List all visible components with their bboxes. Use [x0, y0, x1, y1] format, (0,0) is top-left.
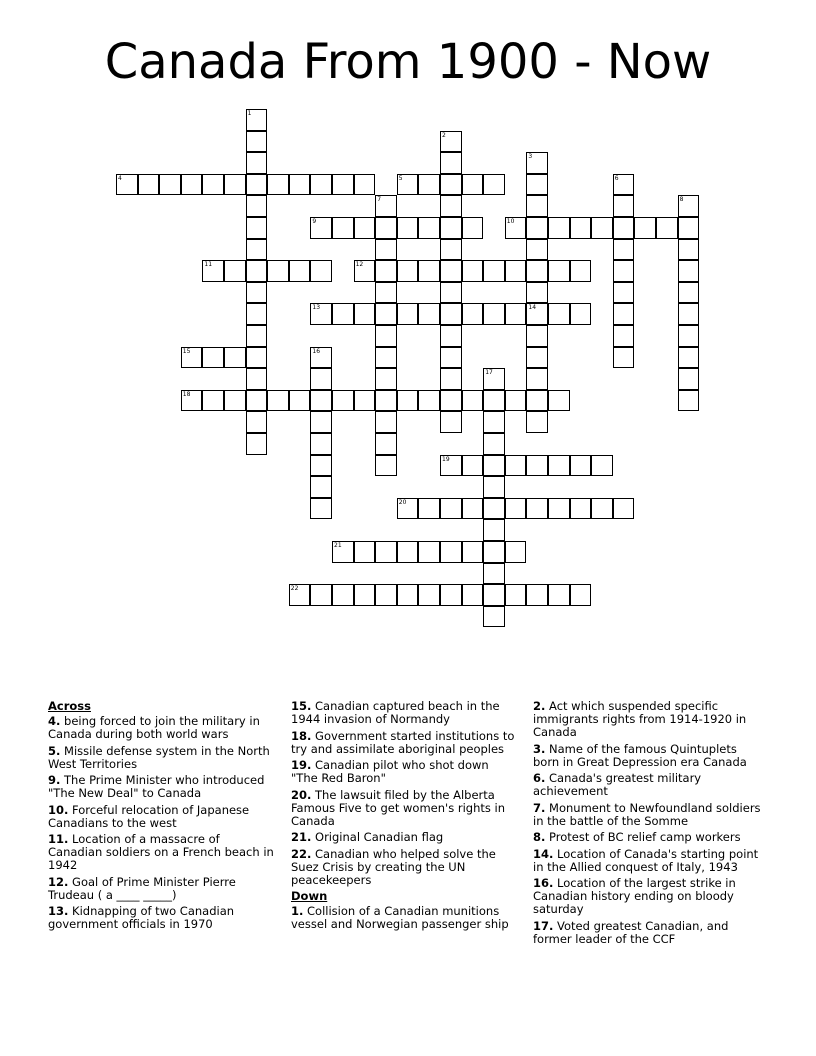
clue-text: Canada's greatest military achievement: [533, 771, 702, 798]
cell-number: 22: [290, 585, 299, 593]
grid-cell[interactable]: [440, 390, 462, 412]
grid-cell[interactable]: [613, 498, 635, 520]
clue-text: Collision of a Canadian munitions vessel and Norwegian passenger ship: [291, 904, 509, 931]
grid-cell[interactable]: [310, 368, 332, 390]
grid-cell[interactable]: [483, 390, 505, 412]
grid-cell[interactable]: [526, 239, 548, 261]
grid-cell[interactable]: [310, 174, 332, 196]
grid-cell[interactable]: [375, 217, 397, 239]
cell-number: 17: [485, 369, 493, 377]
grid-cell[interactable]: [375, 260, 397, 282]
grid-cell[interactable]: [526, 347, 548, 369]
grid-cell[interactable]: [375, 584, 397, 606]
grid-cell[interactable]: [310, 476, 332, 498]
cell-number: 3: [528, 153, 533, 161]
clue-across: [291, 730, 519, 756]
grid-cell[interactable]: [483, 498, 505, 520]
grid-cell[interactable]: [310, 455, 332, 477]
grid-cell[interactable]: [613, 347, 635, 369]
grid-cell[interactable]: [375, 195, 397, 217]
grid-cell[interactable]: [375, 433, 397, 455]
grid-cell[interactable]: [483, 476, 505, 498]
grid-cell[interactable]: [591, 498, 613, 520]
grid-cell[interactable]: [138, 174, 160, 196]
grid-cell[interactable]: [418, 541, 440, 563]
clue-text: The lawsuit filed by the Alberta Famous Five to get women's rights in Canada: [291, 787, 505, 828]
clue-text: Monument to Newfoundland soldiers in the battle of the Somme: [533, 800, 761, 828]
grid-cell[interactable]: [418, 390, 440, 412]
cell-number: 9: [312, 218, 317, 225]
grid-cell[interactable]: [613, 325, 635, 347]
grid-cell[interactable]: [310, 303, 332, 325]
grid-cell[interactable]: [570, 498, 592, 520]
grid-cell[interactable]: [181, 347, 203, 369]
grid-cell[interactable]: [678, 239, 700, 261]
clue-down: [533, 848, 761, 874]
grid-cell[interactable]: [354, 390, 376, 412]
grid-cell[interactable]: [246, 239, 268, 261]
cell-number: 14: [528, 304, 537, 312]
grid-cell[interactable]: [440, 282, 462, 304]
clue-number: 19.: [291, 758, 312, 772]
grid-cell[interactable]: [526, 368, 548, 390]
grid-cell[interactable]: [246, 109, 268, 131]
clue-text: Protest of BC relief camp workers: [549, 830, 741, 844]
grid-cell[interactable]: [397, 217, 419, 239]
clue-text: Voted greatest Canadian, and former leader of the CCF: [533, 918, 729, 946]
grid-cell[interactable]: [526, 498, 548, 520]
grid-cell[interactable]: [462, 498, 484, 520]
grid-cell[interactable]: [678, 260, 700, 282]
clue-column-2: [291, 700, 519, 935]
across-heading: Across: [48, 699, 91, 713]
clue-text: Location of a massacre of Canadian soldiers on a French beach in 1942: [48, 832, 274, 872]
grid-cell[interactable]: [246, 411, 268, 433]
grid-cell[interactable]: [591, 455, 613, 477]
grid-cell[interactable]: [570, 455, 592, 477]
grid-cell[interactable]: [354, 541, 376, 563]
grid-cell[interactable]: [202, 260, 224, 282]
grid-cell[interactable]: [678, 282, 700, 304]
grid-cell[interactable]: [354, 584, 376, 606]
clue-text: Original Canadian flag: [315, 830, 444, 844]
grid-cell[interactable]: [440, 455, 462, 477]
grid-cell[interactable]: [440, 498, 462, 520]
grid-cell[interactable]: [310, 498, 332, 520]
grid-cell[interactable]: [678, 303, 700, 325]
grid-cell[interactable]: [440, 368, 462, 390]
grid-cell[interactable]: [440, 584, 462, 606]
clue-text: Missile defense system in the North West Territories: [48, 743, 270, 771]
grid-cell[interactable]: [246, 217, 268, 239]
grid-cell[interactable]: [678, 347, 700, 369]
grid-cell[interactable]: [483, 433, 505, 455]
clue-number: 11.: [48, 832, 69, 846]
grid-cell[interactable]: [570, 303, 592, 325]
down-heading: Down: [291, 889, 328, 903]
cell-number: 19: [442, 455, 450, 463]
clue-number: 18.: [291, 728, 312, 743]
grid-cell[interactable]: [246, 347, 268, 369]
grid-cell[interactable]: [440, 325, 462, 347]
grid-cell[interactable]: [440, 303, 462, 325]
grid-cell[interactable]: [548, 498, 570, 520]
cell-number: 10: [506, 218, 515, 225]
clue-text: Canadian captured beach in the 1944 invasion of Normandy: [291, 699, 500, 726]
grid-cell[interactable]: [440, 174, 462, 196]
grid-cell[interactable]: [526, 303, 548, 325]
clue-down: [533, 877, 761, 916]
cell-number: 13: [312, 304, 321, 312]
clue-number: 4.: [48, 714, 61, 728]
grid-cell[interactable]: [354, 260, 376, 282]
clue-text: Canadian who helped solve the Suez Crisis by creating the UN peacekeepers: [291, 846, 496, 887]
grid-cell[interactable]: [310, 390, 332, 412]
grid-cell[interactable]: [483, 606, 505, 628]
grid-cell[interactable]: [289, 260, 311, 282]
grid-cell[interactable]: [224, 347, 246, 369]
grid-cell[interactable]: [526, 390, 548, 412]
grid-cell[interactable]: [526, 455, 548, 477]
grid-cell[interactable]: [570, 260, 592, 282]
cell-number: 21: [334, 542, 342, 549]
clue-text: Kidnapping of two Canadian government officials in 1970: [48, 904, 235, 931]
grid-cell[interactable]: [462, 541, 484, 563]
grid-cell[interactable]: [354, 217, 376, 239]
grid-cell[interactable]: [375, 455, 397, 477]
clue-number: 17.: [533, 918, 554, 933]
clue-down: [533, 920, 761, 946]
clue-across: [291, 700, 519, 726]
grid-cell[interactable]: [483, 174, 505, 196]
grid-cell[interactable]: [375, 303, 397, 325]
grid-cell[interactable]: [418, 303, 440, 325]
grid-cell[interactable]: [181, 390, 203, 412]
grid-cell[interactable]: [548, 260, 570, 282]
clue-text: Location of Canada's starting point in the Allied conquest of Italy, 1943: [533, 846, 759, 874]
grid-cell[interactable]: [289, 174, 311, 196]
grid-cell[interactable]: [246, 174, 268, 196]
grid-cell[interactable]: [483, 563, 505, 585]
grid-cell[interactable]: [246, 195, 268, 217]
grid-cell[interactable]: [440, 195, 462, 217]
cell-number: 7: [377, 196, 382, 204]
clue-number: 10.: [48, 802, 69, 817]
grid-cell[interactable]: [678, 217, 700, 239]
grid-cell[interactable]: [418, 498, 440, 520]
grid-cell[interactable]: [591, 217, 613, 239]
grid-cell[interactable]: [440, 217, 462, 239]
page-title: Canada From 1900 - Now: [104, 34, 712, 90]
clue-across: [48, 905, 276, 931]
clue-number: 6.: [533, 771, 546, 785]
grid-cell[interactable]: [354, 174, 376, 196]
grid-cell[interactable]: [397, 541, 419, 563]
grid-cell[interactable]: [310, 347, 332, 369]
cell-number: 4: [118, 174, 122, 182]
grid-cell[interactable]: [397, 174, 419, 196]
grid-cell[interactable]: [526, 195, 548, 217]
grid-cell[interactable]: [267, 174, 289, 196]
clue-across: [48, 774, 276, 800]
grid-cell[interactable]: [397, 260, 419, 282]
clue-text: Name of the famous Quintuplets born in Great Depression era Canada: [533, 741, 747, 769]
grid-cell[interactable]: [483, 584, 505, 606]
grid-cell[interactable]: [397, 390, 419, 412]
cell-number: 16: [312, 347, 321, 355]
grid-cell[interactable]: [613, 303, 635, 325]
grid-cell[interactable]: [332, 217, 354, 239]
grid-cell[interactable]: [202, 390, 224, 412]
grid-cell[interactable]: [224, 260, 246, 282]
grid-cell[interactable]: [613, 282, 635, 304]
grid-cell[interactable]: [505, 455, 527, 477]
grid-cell[interactable]: [526, 152, 548, 174]
grid-cell[interactable]: [246, 282, 268, 304]
grid-cell[interactable]: [462, 260, 484, 282]
clue-text: The Prime Minister who introduced "The New Deal" to Canada: [48, 773, 265, 800]
clue-across: [48, 745, 276, 771]
clue-number: 5.: [48, 743, 61, 758]
grid-cell[interactable]: [332, 303, 354, 325]
grid-cell[interactable]: [332, 541, 354, 563]
grid-cell[interactable]: [332, 584, 354, 606]
grid-cell[interactable]: [246, 152, 268, 174]
grid-cell[interactable]: [613, 217, 635, 239]
clue-number: 12.: [48, 874, 69, 889]
grid-cell[interactable]: [375, 239, 397, 261]
clue-across: [48, 804, 276, 830]
clue-text: Goal of Prime Minister Pierre Trudeau ( a ____ _____): [48, 874, 236, 902]
grid-cell[interactable]: [116, 174, 138, 196]
clue-across: [291, 789, 519, 828]
grid-cell[interactable]: [678, 325, 700, 347]
grid-cell[interactable]: [526, 260, 548, 282]
grid-cell[interactable]: [570, 217, 592, 239]
grid-cell[interactable]: [548, 390, 570, 412]
grid-cell[interactable]: [440, 411, 462, 433]
grid-cell[interactable]: [634, 217, 656, 239]
cell-number: 20: [398, 498, 407, 506]
grid-cell[interactable]: [310, 411, 332, 433]
grid-cell[interactable]: [505, 303, 527, 325]
grid-cell[interactable]: [656, 217, 678, 239]
grid-cell[interactable]: [246, 260, 268, 282]
grid-cell[interactable]: [678, 368, 700, 390]
grid-cell[interactable]: [267, 390, 289, 412]
grid-cell[interactable]: [440, 260, 462, 282]
grid-cell[interactable]: [202, 174, 224, 196]
clue-text: Government started institutions to try and assimilate aboriginal peoples: [291, 728, 515, 756]
grid-cell[interactable]: [613, 260, 635, 282]
cell-number: 11: [204, 261, 213, 269]
grid-cell[interactable]: [418, 584, 440, 606]
clue-number: 13.: [48, 904, 69, 918]
clue-number: 16.: [533, 876, 554, 890]
grid-cell[interactable]: [310, 433, 332, 455]
grid-cell[interactable]: [202, 347, 224, 369]
grid-cell[interactable]: [440, 131, 462, 153]
clue-number: 1.: [291, 904, 304, 918]
clue-text: Act which suspended specific immigrants rights from 1914-1920 in Canada: [533, 699, 747, 739]
clue-down: [533, 802, 761, 828]
grid-cell[interactable]: [570, 584, 592, 606]
grid-cell[interactable]: [526, 217, 548, 239]
grid-cell[interactable]: [440, 152, 462, 174]
grid-cell[interactable]: [375, 282, 397, 304]
grid-cell[interactable]: [159, 174, 181, 196]
grid-cell[interactable]: [246, 433, 268, 455]
grid-cell[interactable]: [613, 239, 635, 261]
grid-cell[interactable]: [613, 195, 635, 217]
grid-cell[interactable]: [526, 411, 548, 433]
clue-text: Location of the largest strike in Canadian history ending on bloody saturday: [533, 876, 736, 916]
cell-number: 2: [442, 131, 446, 139]
clue-text: Canadian pilot who shot down "The Red Baron": [291, 758, 489, 785]
grid-cell[interactable]: [678, 195, 700, 217]
grid-cell[interactable]: [526, 584, 548, 606]
grid-cell[interactable]: [418, 174, 440, 196]
grid-cell[interactable]: [483, 519, 505, 541]
grid-cell[interactable]: [418, 260, 440, 282]
grid-cell[interactable]: [462, 303, 484, 325]
grid-cell[interactable]: [375, 411, 397, 433]
grid-cell[interactable]: [354, 303, 376, 325]
grid-cell[interactable]: [310, 260, 332, 282]
grid-cell[interactable]: [526, 282, 548, 304]
grid-cell[interactable]: [505, 390, 527, 412]
grid-cell[interactable]: [526, 325, 548, 347]
grid-cell[interactable]: [332, 174, 354, 196]
grid-cell[interactable]: [548, 303, 570, 325]
clue-number: 3.: [533, 741, 546, 756]
grid-cell[interactable]: [246, 390, 268, 412]
grid-cell[interactable]: [246, 303, 268, 325]
clue-number: 21.: [291, 830, 312, 844]
grid-cell[interactable]: [375, 325, 397, 347]
grid-cell[interactable]: [483, 411, 505, 433]
clue-text: being forced to join the military in Canada during both world wars: [48, 714, 260, 741]
grid-cell[interactable]: [375, 347, 397, 369]
clue-text: Forceful relocation of Japanese Canadians to the west: [48, 802, 250, 830]
cell-number: 12: [355, 261, 364, 269]
grid-cell[interactable]: [397, 498, 419, 520]
grid-cell[interactable]: [526, 174, 548, 196]
grid-cell[interactable]: [224, 174, 246, 196]
cell-number: 8: [679, 196, 684, 204]
grid-cell[interactable]: [397, 303, 419, 325]
grid-cell[interactable]: [397, 584, 419, 606]
grid-cell[interactable]: [462, 584, 484, 606]
grid-cell[interactable]: [483, 260, 505, 282]
grid-cell[interactable]: [375, 390, 397, 412]
cell-number: 6: [614, 174, 619, 182]
grid-cell[interactable]: [462, 174, 484, 196]
grid-cell[interactable]: [267, 260, 289, 282]
cell-number: 1: [247, 110, 252, 117]
clue-down: [533, 743, 761, 769]
grid-cell[interactable]: [224, 390, 246, 412]
cell-number: 5: [398, 174, 403, 182]
clue-down: [533, 772, 761, 798]
grid-cell[interactable]: [483, 541, 505, 563]
clue-across: [291, 831, 519, 844]
grid-cell[interactable]: [462, 455, 484, 477]
clue-number: 2.: [533, 699, 546, 713]
cell-number: 15: [182, 347, 191, 355]
clue-number: 22.: [291, 846, 312, 861]
grid-cell[interactable]: [289, 390, 311, 412]
grid-cell[interactable]: [440, 347, 462, 369]
clue-number: 8.: [533, 830, 546, 844]
clue-number: 9.: [48, 773, 61, 787]
grid-cell[interactable]: [289, 584, 311, 606]
clue-number: 15.: [291, 699, 312, 713]
clue-across: [291, 848, 519, 887]
clue-down: [533, 700, 761, 739]
grid-cell[interactable]: [548, 217, 570, 239]
cell-number: 18: [182, 390, 191, 398]
grid-cell[interactable]: [483, 303, 505, 325]
clue-across: [48, 876, 276, 902]
grid-cell[interactable]: [310, 217, 332, 239]
grid-cell[interactable]: [418, 217, 440, 239]
clue-column-3: [533, 700, 761, 949]
grid-cell[interactable]: [462, 217, 484, 239]
grid-cell[interactable]: [483, 368, 505, 390]
grid-cell[interactable]: [246, 131, 268, 153]
grid-cell[interactable]: [375, 541, 397, 563]
clue-column-1: [48, 700, 276, 935]
grid-cell[interactable]: [375, 368, 397, 390]
grid-cell[interactable]: [613, 174, 635, 196]
grid-cell[interactable]: [332, 390, 354, 412]
clue-number: 20.: [291, 787, 312, 802]
grid-cell[interactable]: [246, 325, 268, 347]
clue-across: [291, 759, 519, 785]
grid-cell[interactable]: [440, 541, 462, 563]
grid-cell[interactable]: [310, 584, 332, 606]
clue-down: [291, 905, 519, 931]
grid-cell[interactable]: [462, 390, 484, 412]
grid-cell[interactable]: [505, 217, 527, 239]
grid-cell[interactable]: [505, 584, 527, 606]
clue-across: [48, 833, 276, 872]
grid-cell[interactable]: [505, 498, 527, 520]
grid-cell[interactable]: [548, 455, 570, 477]
grid-cell[interactable]: [483, 455, 505, 477]
clue-down: [533, 831, 761, 844]
grid-cell[interactable]: [505, 541, 527, 563]
clue-across: [48, 715, 276, 741]
grid-cell[interactable]: [548, 584, 570, 606]
grid-cell[interactable]: [440, 239, 462, 261]
grid-cell[interactable]: [678, 390, 700, 412]
clue-number: 7.: [533, 800, 546, 815]
grid-cell[interactable]: [505, 260, 527, 282]
grid-cell[interactable]: [181, 174, 203, 196]
clue-number: 14.: [533, 846, 554, 861]
grid-cell[interactable]: [246, 368, 268, 390]
